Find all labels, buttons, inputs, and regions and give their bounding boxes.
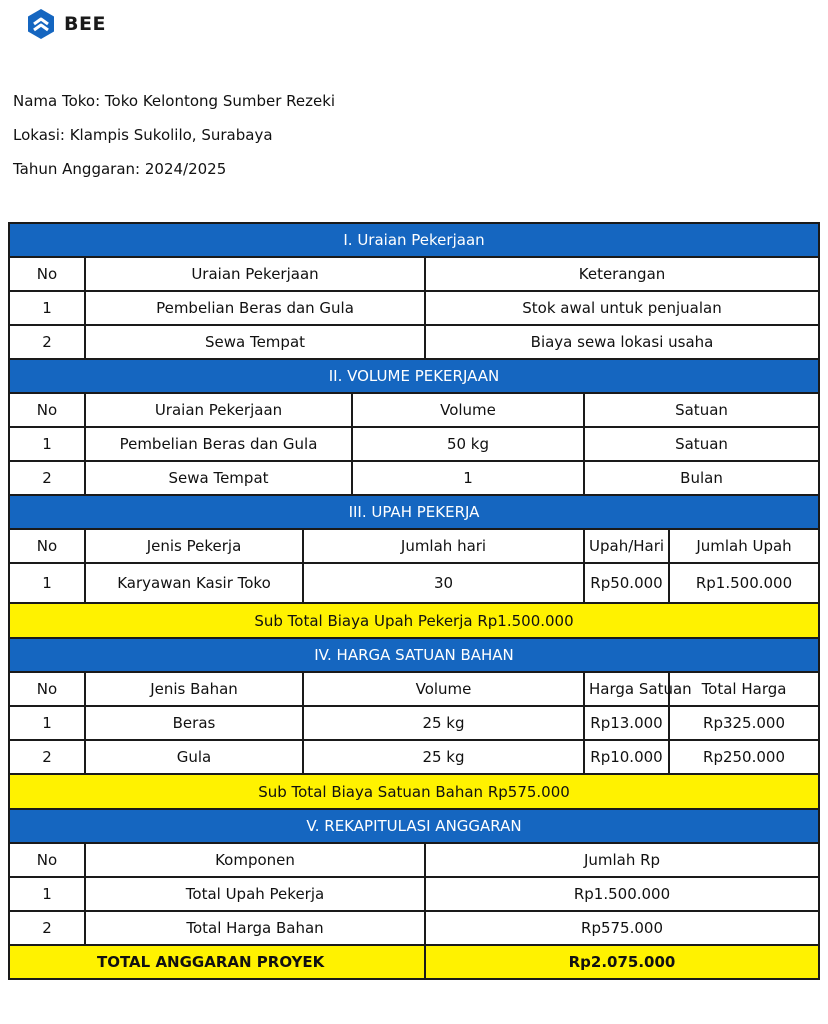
table-header-row [9, 672, 819, 706]
subtotal-row [9, 774, 819, 809]
table-cell: Pembelian Beras dan Gula [85, 291, 425, 325]
table-cell: 1 [9, 427, 85, 461]
table-cell: 1 [352, 461, 584, 495]
table-row [9, 461, 819, 495]
table-cell: Total Harga Bahan [85, 911, 425, 945]
table-row [9, 706, 819, 740]
section-title: IV. HARGA SATUAN BAHAN [9, 638, 819, 672]
table-cell: Rp50.000 [584, 563, 669, 603]
subtotal-text: Sub Total Biaya Satuan Bahan Rp575.000 [9, 774, 819, 809]
column-header: Total Harga [669, 672, 819, 706]
table-cell: Satuan [584, 427, 819, 461]
section-title: I. Uraian Pekerjaan [9, 223, 819, 257]
column-header: No [9, 529, 85, 563]
table-cell: Total Upah Pekerja [85, 877, 425, 911]
section-1-title-row [9, 223, 819, 257]
column-header: Jumlah Upah [669, 529, 819, 563]
brand-logo [26, 8, 106, 40]
table-cell: Karyawan Kasir Toko [85, 563, 303, 603]
table-cell: Rp13.000 [584, 706, 669, 740]
table-cell: Rp250.000 [669, 740, 819, 774]
store-info [13, 89, 335, 191]
table-header-row [9, 843, 819, 877]
table-cell: 1 [9, 706, 85, 740]
table-row [9, 563, 819, 603]
column-header: Jenis Pekerja [85, 529, 303, 563]
table-cell: Beras [85, 706, 303, 740]
table-cell: Bulan [584, 461, 819, 495]
column-header: Upah/Hari [584, 529, 669, 563]
table-header-row [9, 257, 819, 291]
column-header: Volume [352, 393, 584, 427]
table-cell: Sewa Tempat [85, 325, 425, 359]
table-cell: Rp575.000 [425, 911, 819, 945]
table-cell: 1 [9, 563, 85, 603]
store-name: Nama Toko: Toko Kelontong Sumber Rezeki [13, 92, 336, 110]
table-cell: 30 [303, 563, 584, 603]
section-title: II. VOLUME PEKERJAAN [9, 359, 819, 393]
budget-year: Tahun Anggaran: 2024/2025 [13, 160, 227, 178]
column-header: No [9, 393, 85, 427]
table-cell: 25 kg [303, 740, 584, 774]
column-header: Keterangan [425, 257, 819, 291]
grand-total-row [9, 945, 819, 979]
table-cell: Sewa Tempat [85, 461, 352, 495]
brand-name: BEE [64, 13, 106, 35]
subtotal-row [9, 603, 819, 638]
column-header: Harga Satuan [584, 672, 669, 706]
table-cell: 1 [9, 291, 85, 325]
column-header: Uraian Pekerjaan [85, 393, 352, 427]
table-row [9, 325, 819, 359]
column-header: Jumlah Rp [425, 843, 819, 877]
section-title: V. REKAPITULASI ANGGARAN [9, 809, 819, 843]
table-cell: Biaya sewa lokasi usaha [425, 325, 819, 359]
table-row [9, 740, 819, 774]
table-row [9, 877, 819, 911]
section-4-title-row [9, 638, 819, 672]
table-row [9, 911, 819, 945]
table-header-row [9, 529, 819, 563]
table-cell: Rp10.000 [584, 740, 669, 774]
store-location: Lokasi: Klampis Sukolilo, Surabaya [13, 126, 273, 144]
column-header: Volume [303, 672, 584, 706]
table-header-row [9, 393, 819, 427]
grand-total-label: TOTAL ANGGARAN PROYEK [9, 945, 425, 979]
column-header: Jumlah hari [303, 529, 584, 563]
table-cell: 2 [9, 461, 85, 495]
section-5-title-row [9, 809, 819, 843]
hexagon-logo-icon [26, 8, 56, 40]
column-header: Komponen [85, 843, 425, 877]
table-cell: 2 [9, 740, 85, 774]
column-header: Uraian Pekerjaan [85, 257, 425, 291]
column-header: No [9, 257, 85, 291]
grand-total-value: Rp2.075.000 [425, 945, 819, 979]
table-row [9, 427, 819, 461]
table-cell: 2 [9, 911, 85, 945]
budget-table [8, 222, 820, 980]
table-cell: Rp325.000 [669, 706, 819, 740]
table-cell: 50 kg [352, 427, 584, 461]
table-cell: Pembelian Beras dan Gula [85, 427, 352, 461]
column-header: No [9, 672, 85, 706]
column-header: Satuan [584, 393, 819, 427]
subtotal-text: Sub Total Biaya Upah Pekerja Rp1.500.000 [9, 603, 819, 638]
column-header: Jenis Bahan [85, 672, 303, 706]
table-cell: Rp1.500.000 [669, 563, 819, 603]
section-title: III. UPAH PEKERJA [9, 495, 819, 529]
section-2-title-row [9, 359, 819, 393]
table-cell: Gula [85, 740, 303, 774]
table-cell: Stok awal untuk penjualan [425, 291, 819, 325]
section-3-title-row [9, 495, 819, 529]
column-header: No [9, 843, 85, 877]
table-cell: 25 kg [303, 706, 584, 740]
table-row [9, 291, 819, 325]
table-cell: 2 [9, 325, 85, 359]
table-cell: Rp1.500.000 [425, 877, 819, 911]
table-cell: 1 [9, 877, 85, 911]
